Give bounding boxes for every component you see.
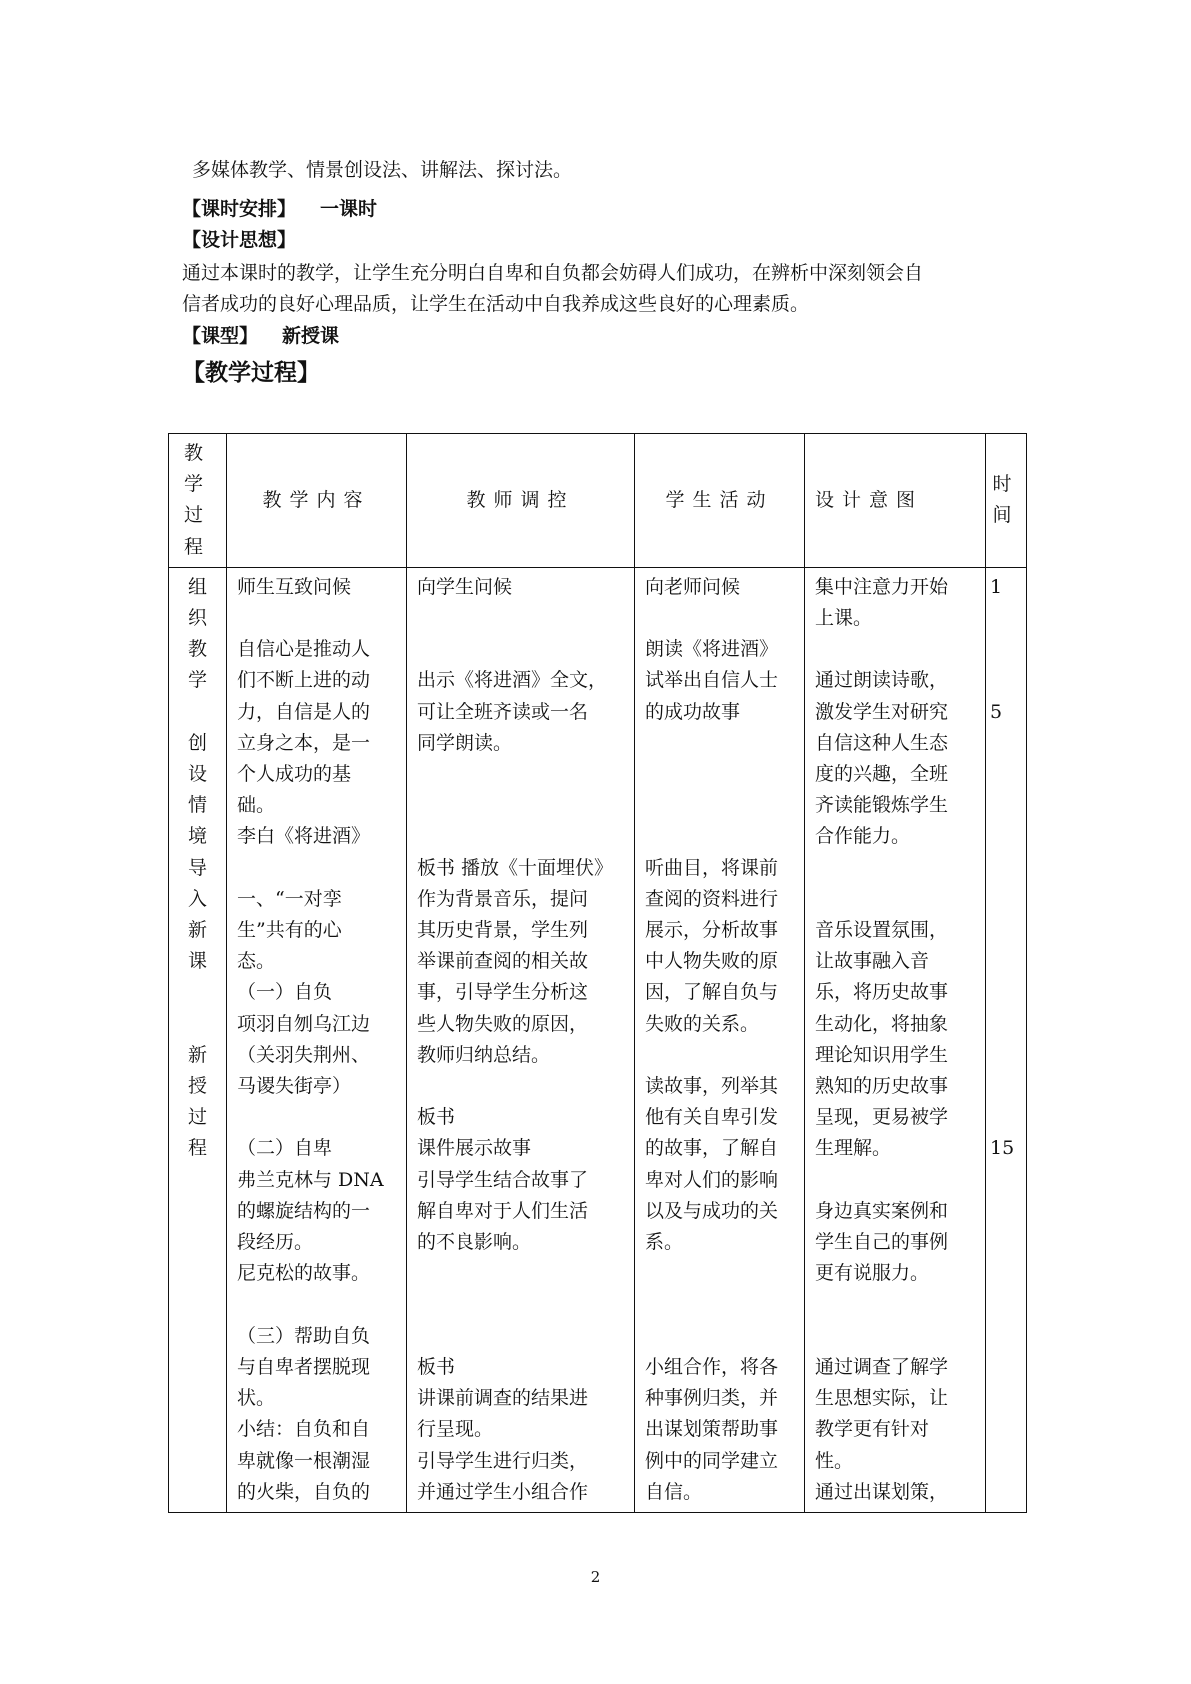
lesson-type-value: 新授课 [282,325,340,347]
design-label: 【设计思想】 [182,229,297,251]
schedule-row [182,194,377,224]
cell-intent: 集中注意力开始 上课。 通过朗读诗歌， 激发学生对研究 自信这种人生态 度的兴趣，全班 齐读能锻炼学生 合作能力。 音乐设置氛围， 让故事融入音 乐，将历史故事 生动化，将抽象 理论知识用学生 熟知的历史故事 呈现，更易被学 生理解。 身边真实案例和 学生自己的事例 更有说服力。 通过调查了解学 生思想实际，让 教学更有针对 性。 通过出谋划策， [805,567,986,1512]
table-row [169,567,1027,1512]
cell-time: 1 5 15 [986,567,1027,1512]
schedule-label: 【课时安排】 [182,198,297,220]
cell-student: 向老师问候 朗读《将进酒》 试举出自信人士 的成功故事 听曲目，将课前 查阅的资料进行 展示，分析故事 中人物失败的原 因，了解自负与 失败的关系。 读故事，列举其 他有关自卑引发 的故事，了解自 卑对人们的影响 以及与成功的关 系。 小组合作，将各 种事例归类，并 出谋划策帮助事 例中的同学建立 自信。 [635,567,805,1512]
schedule-value: 一课时 [320,198,378,220]
header-content: 教学内容 [227,434,407,568]
design-line-1: 通过本课时的教学，让学生充分明白自卑和自负都会妨碍人们成功，在辨析中深刻领会自 [182,262,924,284]
process-heading: 【教学过程】 [182,359,320,386]
cell-stage: 组 织 教 学 创 设 情 境 导 入 新 课 新 授 过 程 [169,567,227,1512]
cell-content: 师生互致问候 自信心是推动人 们不断上进的动 力，自信是人的 立身之本，是一 个人成功的基 础。 李白《将进酒》 一、“一对孪 生”共有的心 态。 （一）自负 项羽自刎乌江边 （关羽失荆州、 马谡失街亭） （二）自卑 弗兰克林与 DNA 的螺旋结构的一 段经历。 尼克松的故事。 （三）帮助自负 与自卑者摆脱现 状。 小结：自负和自 卑就像一根潮湿 的火柴，自负的 [227,567,407,1512]
header-time: 时 间 [986,434,1027,568]
header-stage: 教 学 过 程 [169,434,227,568]
header-intent: 设计意图 [805,434,986,568]
page-number: 2 [590,1568,601,1586]
teaching-process-table [168,433,1027,1513]
lesson-type-row [182,321,339,351]
cell-teacher: 向学生问候 出示《将进酒》全文， 可让全班齐读或一名 同学朗读。 板书 播放《十面埋伏》 作为背景音乐，提问 其历史背景，学生列 举课前查阅的相关故 事，引导学生分析这 些人物失败的原因， 教师归纳总结。 板书 课件展示故事 引导学生结合故事了 解自卑对于人们生活 的不良影响。 板书 讲课前调查的结果进 行呈现。 引导学生进行归类， 并通过学生小组合作 [407,567,635,1512]
header-student: 学生活动 [635,434,805,568]
header-teacher: 教师调控 [407,434,635,568]
table-header-row [169,434,1027,568]
design-line-2: 信者成功的良好心理品质，让学生在活动中自我养成这些良好的心理素质。 [182,293,810,315]
lesson-type-label: 【课型】 [182,325,259,347]
methods-text: 多媒体教学、情景创设法、讲解法、探讨法。 [192,159,573,181]
